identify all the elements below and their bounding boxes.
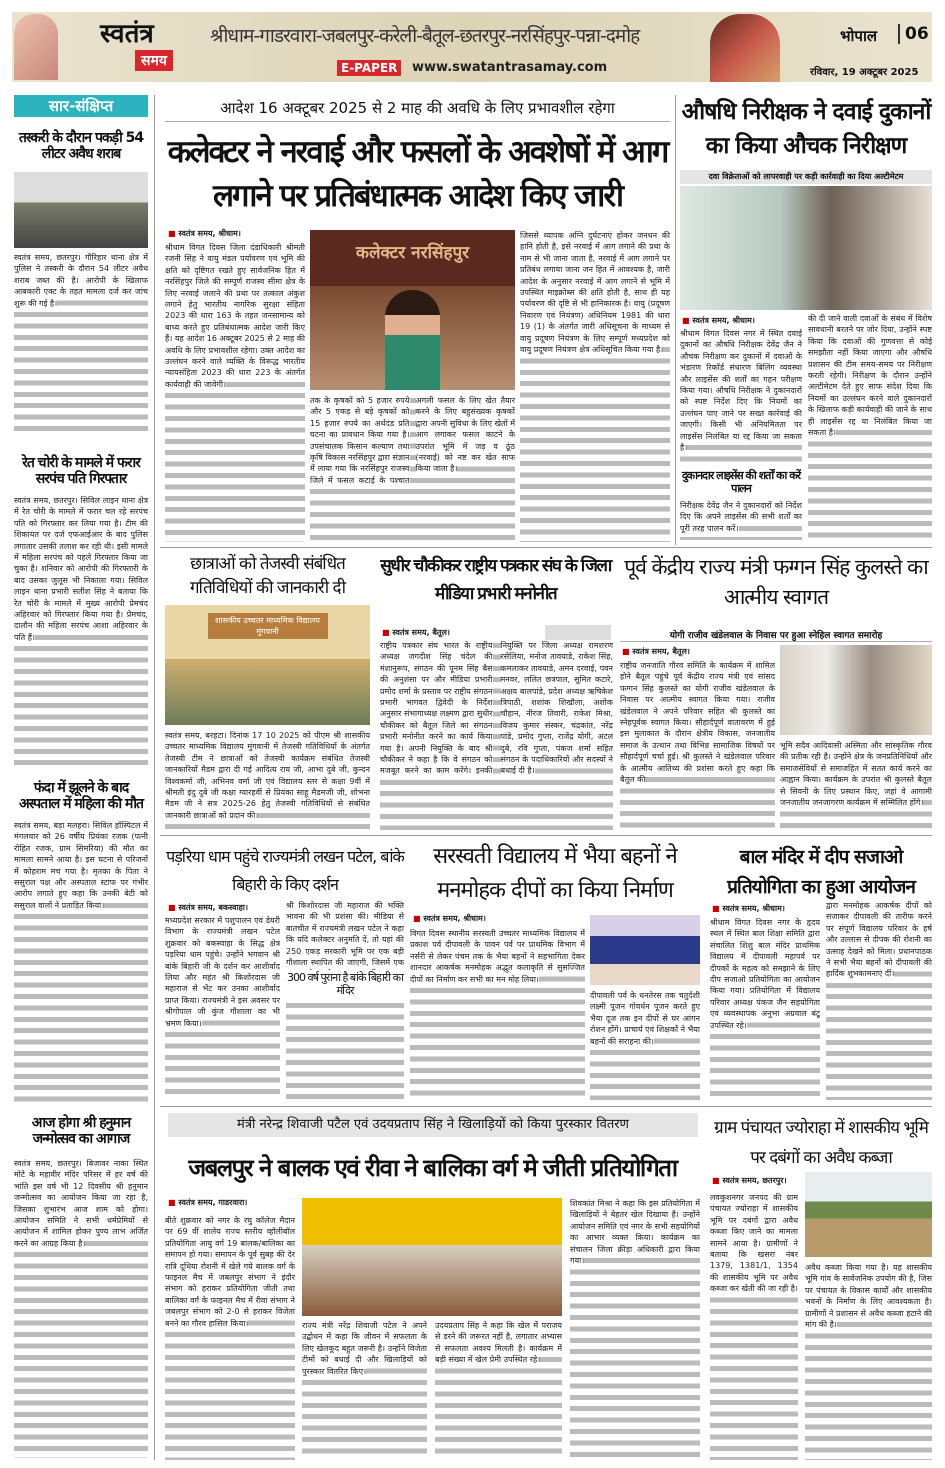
collector-figure [385,290,440,390]
row-divider [160,547,932,548]
sidebar-body: स्वतंत्र समय, छतरपुर। सिविल लाइन थाना क्षेत्र में रेत चोरी के मामले में फरार चल रहे सरपंच पति को गिरफ्तार कर लिया गया है। टीम की शिकायत पर दर्ज एफआईआर के बाद पुलिस लगातार उसकी तलाश कर रही थी। इसी मामले में महिला सरपंच को पहले गिरफ्तार किया जा चुका है। शनिवार को आरोपी की गिरफ्तारी के बाद उसका जुलूस भी निकाला गया। सिविल लाइन थाना प्रभारी सतीश सिंह ने बताया कि रेत चोरी के मामले में मुख्य आरोपी प्रेमचंद अहिरवार को गिरफ्तार किया गया है। प्रेमचंद, दालौन की महिला सरपंच आशा अहिरवार के पति हैं। [14,496,148,642]
photo-nameplate: कलेक्टर नरसिंहपुर [355,243,470,263]
lead-body: जिससे व्यापक अग्नि दुर्घटनाएं होकर जनधन की हानि होती है, इसे नरवाई में आग लगाने की प्रथा के नाम से भी जाना जाता है, नरवाई में आग लगाने पर प्रतिबंध लगाया जाना जन हित में आवश्यक है, जारी आदेश के अनुसार नरवाई में आग लगाने से भूमि में उपस्थित माइक्रोब्स की क्षति होती है, साथ ही यह पर्यावरण की दृष्टि से भी हानिकारक है। वायु (प्रदूषण निवारण एवं नियंत्रण) अधिनियम 1981 की धारा 19 (1) के अंतर्गत जारी अधिसूचना के माध्यम से वायु प्रदूषण नियंत्रण के लिए सम्पूर्ण मध्यप्रदेश को वायु प्रदूषण नियंत्रण क्षेत्र अधिसूचित किया गया है। [520,231,670,355]
drug-body: की दी जाने वाली दवाओं के संबंध में विशेष सावधानी बरतने पर जोर दिया, उन्होंने स्पष्ट किया कि दवाओं की गुणवत्ता से कोई समझौता नहीं किया जाएगा और औषधि प्रशासन की टीम समय-समय पर निरीक्षण करती रहेगी। निरीक्षण के दौरान उन्होंने अल्टीमेटम देते हुए साफ संदेश दिया कि नियमों का उल्लंघन करने वाले दुकानदारों के खिलाफ कड़ी कार्यवाही की जाने के साथ ही लाइसेंस रद्द या निलंबित किया जा सकता है। [808,314,932,438]
jabalpur-headline: जबलपुर ने बालक एवं रीवा ने बालिका वर्ग मे जीती प्रतियोगिता [188,1154,677,1182]
edition-city: भोपाल [840,27,878,45]
minister-headline: पूर्व केंद्रीय राज्य मंत्री फग्गन सिंह कुलस्ते का आत्मीय स्वागत [624,555,928,609]
journalist-body: राष्ट्रीय पत्रकार संघ भारत के राष्ट्रीय अध्यक्ष जगदीश सिंह चंदेल की मंशानुरूप, संगठन की पूनम सिंह बैस की अनुशंसा पर और मीडिया प्रभारी प्रमोद शर्मा के प्रस्ताव पर राष्ट्रीय संगठन प्रभारी भागवत द्विवेदी के निर्देश अनुसार संभागाध्यक्ष लक्ष्मण द्वारा सुधीर चौकीकर को बैतूल जिले का संगठन प्रभारी मनोनीत करने का कार्य किया गया है। अपनी नियुक्ति के बाद श्री चौकीकर ने कहा है कि वे संगठन को मजबूत करने का काम करेंगे। इनकी नियुक्ति पर जिला अध्यक्ष रामशरण रसेलिया, मनोज तावयाडे, राकेश सिंह, कमलाकर तावयाडे, अमन दरवाई, पवन मनवर, ललित छत्रपाल, सुमित कटारे, अक्षय बालपांडे, प्रदेश अध्यक्ष ऋषिकेश त्रिपाठी, शशांक शिखौला, अशोक चौहान, नीरज तिवारी, राकेश मिश्रा, विजय कुमार संस्कर, चंद्रकांत, नरेंद्र पांडे, प्रमोद गुप्ता, राजेंद्र योगी, अटल दुबे, रवि गुप्ता, पंकज शर्मा सहित संगठन के पदाधिकारियों और सदस्यों ने बधाई दी है। [380,641,613,776]
land-headline: ग्राम पंचायत ज्योराहा में शासकीय भूमि पर दबंगों का अवैध कब्जा [714,1118,928,1168]
sidebar-body: स्वतंत्र समय, छतरपुर। गौरिहार थाना क्षेत्र में पुलिस ने तस्करी के दौरान 54 लीटर अवैध शराब जब्त की है। आरोपी के खिलाफ आबकारी एक्ट के तहत मामला दर्ज कर जांच शुरू की गई है। [14,253,148,308]
dateline: ■ स्वतंत्र समय, श्रीधाम। [413,913,486,924]
drug-headline: औषधि निरीक्षक ने दवाई दुकानों का किया औचक निरीक्षण [681,99,931,159]
masthead-illustration-left [14,14,58,80]
students-body: स्वतंत्र समय, बरहटा। दिनांक 17 10 2025 को पीएम श्री शासकीय उच्चतर माध्यमिक विद्यालय मुंगवानी में तेजस्वी गतिविधियों के अंतर्गत तेजस्वी टीम ने छात्राओं को तेजस्वी कार्यक्रम संबंधित तेजस्वी जानकारियों मैडम द्वारा दी गई आदित्य राय जी, आभा दुबे जी, कुन्दन विश्वकर्मा जी, अभिनव वर्मा जी एवं विद्यालय स्तर से कक्षा 9वीं में श्रीमती इंदु दुबे जी कक्षा ग्यारहवीं से प्रियंका साहू मैडमजी जी, शोभना मैडम जी ने सत्र 2025-26 हेतु तेजस्वी गतिविधियों से संबंधित जानकारी छात्राओं को प्रदान की। [165,731,370,820]
sidebar-headline: रेत चोरी के मामले में फरार सरपंच पति गिरफ्तार [22,455,140,488]
drug-body: निरीक्षक देवेंद्र जैन ने दुकानदारों को निर्देश दिए कि अपने लाइसेंस की सभी शर्तों का पूरी तरह पालन करें। [680,501,802,533]
minister-body: भूमि सदैव आदिवासी अस्मिता और सांस्कृतिक गौरव की प्रतीक रही है। उन्होंने क्षेत्र के जनप्रतिनिधियों और समाजसेवियों से समाजहित में सतत कार्य करने का आह्वान किया। कार्यक्रम के उपरांत श्री कुलस्ते बैतूल से सिवनी के लिए प्रस्थान किए, जहां वे आगामी जनजातीय जनजागरण कार्यक्रम में सम्मिलित होंगे। [780,741,932,808]
lead-body: तक के कृषकों को 5 हजार रुपये और 5 एकड़ से बड़े कृषकों को 15 हजार रुपये का अर्थदंड प्रति घटना का प्रावधान किया गया है। उपसंचालक किसान कल्याण तथा कृषि विकास नरसिंहपुर द्वारा संज्ञान में लाया गया कि नरसिंहपुर राजस्व जिले में फसल कटाई के पश्चात अगली फसल के लिए खेत तैयार करने के लिए बहुसंख्यक कृषकों द्वारा अपनी सुविधा के लिए खेतों में आग लगाकर फसल काटने के उपरांत भूमि में जड़ व ठूंठ (नरवाई) को नष्ट कर खेत साफ किया जाता है। [310,396,515,485]
row-divider [160,835,932,836]
jabalpur-body: बीते शुक्रवार को नगर के रघु कॉलेज मैदान पर 69 वीं शालेय राज्य स्तरीय व्हॉलीबॉल प्रतियोगिता आयु वर्ग 19 बालक/बालिका का समापन हो गया। समापन के पूर्व सुबह की देर रात्रि दूधिया रोशनी में खेले गये बालक वर्ग के फाइनल मैच में जबलपुर संभाग ने इंदौर संभाग को हराकर प्रतियोगिता जीती तथा बालिका वर्ग के फाइनल मैच में रीवा संभाग ने जबलपुर संभाग को 2-0 से हराकर विजेता बनने का गौरव हासिल किया। [165,1216,295,1328]
dateline: ■ स्वतंत्र समय, बकस्वाहा। [168,902,248,913]
lead-body: श्रीधाम विगत दिवस जिला दंडाधिकारी श्रीमती रजनी सिंह ने वायु मंडल पर्यावरण एवं भूमि की क्षति को दृष्टिगत रखते हुए सार्वजनिक हित में नरसिंहपुर जिले की सम्पूर्ण राजस्व सीमा क्षेत्र के लिए नरवाई जलाने की प्रथा पर तत्काल अंकुश लगाने हेतु भारतीय नागरिक सुरक्षा संहिता 2023 की धारा 163 के तहत जनसामान्य को बाध्य करते हुए प्रतिबंधात्मक आदेश जारी किए हैं। यह आदेश 16 अक्टूबर 2025 से 2 माह की अवधि के लिए प्रभावशील रहेगा। उक्त आदेश का उल्लंघन करने वाले व्यक्ति के विरूद्ध भारतीय न्यायसंहिता 2023 की धारा 223 के अंतर्गत कार्यवाही की जावेगी। [165,243,305,389]
dateline: ■ स्वतंत्र समय, गाडरवारा। [168,1197,247,1208]
jabalpur-kicker: मंत्री नरेन्द्र शिवाजी पटैल एवं उदयप्रताप सिंह ने खिलाड़ियों को किया पुरस्कार वितरण [168,1113,698,1137]
dateline: ■ स्वतंत्र समय, बैतूल। [622,646,690,657]
balmandir-headline: बाल मंदिर में दीप सजाओ प्रतियोगिता का हुआ आयोजन [727,846,915,898]
journalist-headline: सुधीर चौकीकर राष्ट्रीय पत्रकार संघ के जिला मीडिया प्रभारी मनोनीत [380,556,611,604]
sidebar-headline: तस्करी के दौरान पकड़ी 54 लीटर अवैध शराब [18,130,144,163]
school-sign: शासकीय उच्चतर माध्यमिक विद्यालय मुंगवानी [208,613,328,639]
saraswati-body: दीपावली पर्व के धनतेरस तक चतुर्दशी लक्ष्मी पूजन गोवर्धन पूजन करते हुए भैया दूज तक इन दीपों से घर आंगन रोशन होंगे। प्राचार्य एवं शिक्षकों ने भैया बहनों की सराहना की। [590,991,700,1046]
dateline: ■ स्वतंत्र समय, श्रीधाम। [682,315,755,326]
welcome-photo [780,645,932,735]
column-divider [154,95,155,1460]
saraswati-body: विगत दिवस स्थानीय सरस्वती उच्चतर माध्यमिक विद्यालय में प्रकाश पर्व दीपावली के पावन पर्व पर प्राथमिक विभाग में नर्सरी से लेकर पंचम तक के भैया बहनों ने सहभागिता देकर शानदार आकर्षक मनमोहक अद्भुत कलाकृति से सुसज्जित दीपों का निर्माण कर सभी का मन मोह लिया। [410,929,585,984]
inspection-photo [680,186,932,310]
lead-kicker: आदेश 16 अक्टूबर 2025 से 2 माह की अवधि के लिए प्रभावशील रहेगा [165,98,670,122]
logo-bottom: समय [135,50,173,71]
edition-cities: श्रीधाम-गाडरवारा-जबलपुर-करेली-बैतूल-छतरपुर-नरसिंहपुर-पन्ना-दमोह [210,25,640,47]
land-body: अवैध कब्जा किया गया है। यह शासकीय भूमि गांव के सार्वजनिक उपयोग की है, जिस पर पंचायत के विकास कार्यों और शासकीय भवनों के निर्माण के लिए आवश्यकता है। ग्रामीणों ने प्रशासन से अवैध कब्जा हटाने की मांग की है। [805,1263,932,1330]
issue-date: रविवार, 19 अक्टूबर 2025 [810,67,919,78]
logo-top: स्वतंत्र [100,19,154,49]
news-photo [14,172,148,248]
collector-photo [310,230,515,390]
students-headline: छात्राओं को तेजस्वी संबंधित गतिविधियों की जानकारी दी [189,554,345,598]
padariya-subhead: 300 वर्ष पुराना है बांके बिहारी का मंदिर [287,971,403,997]
sidebar-headline: फंदा में झूलने के बाद अस्पताल में महिला की मौत [19,780,143,813]
students-diya-photo [590,915,700,985]
drug-subhead: दुकानदार लाइसेंस की शर्तों का करें पालन [681,469,801,495]
text-block [286,1000,404,1100]
minister-subheadline: योगी राजीव खंडेलवाल के निवास पर हुआ स्नेहिल स्वागत समारोह [620,628,932,642]
dateline: ■ स्वतंत्र समय, श्रीधाम। [168,228,241,239]
epaper-badge: E-PAPER [337,60,401,76]
dateline: ■ स्वतंत्र समय, बैतूल। [382,627,450,638]
balmandir-body: द्वारा मनमोहक आकर्षक दीपों को सजाकर दीपावली की तारीफ करने पर संपूर्ण विद्यालय परिवार के हर्ष और उल्लास से दीपक की रोशनी का उत्साह देखने को मिला। प्रधानपाठक ने सभी भैया बहनों को दीपावली की हार्दिक शुभकामनाएं दीं। [826,901,932,979]
prize-distribution-photo [302,1198,562,1316]
balmandir-body: श्रीधाम विगत दिवस नगर के हृदय स्थल में स्थित बाल शिक्षा समिति द्वारा संचालित शिशु बाल मंदिर प्राथमिक विद्यालय में दीपावली महापर्व पर दीपकों के महत्व को समझाने के लिए दीप सजाओ प्रतियोगिता का आयोजन किया गया। प्रतियोगिता में विद्यालय परिवार अध्यक्ष पंकज जैन सहयोगिता एवं व्यवस्थापक अनुभा अग्रवाल बंटू उपस्थित रहे। [710,918,820,1030]
drug-subheadline: दवा विक्रेताओं को लापरवाही पर कड़ी कार्रवाही का दिया अल्टीमेटम [680,170,932,184]
page-number: 06 [898,24,929,44]
sidebar-title: सार-संक्षिप्त [14,95,148,117]
padariya-headline: पड़रिया धाम पहुंचे राज्यमंत्री लखन पटेल, बांके बिहारी के किए दर्शन [166,847,404,894]
dateline: ■ स्वतंत्र समय, छतरपुर। [712,1175,787,1186]
sidebar-headline: आज होगा श्री हनुमान जन्मोत्सव का आगाज [31,1115,131,1148]
saraswati-headline: सरस्वती विद्यालय में भैया बहनों ने मनमोहक दीपों का किया निर्माण [433,844,677,903]
column-divider [675,95,676,545]
land-photo [805,1172,932,1257]
dateline: ■ स्वतंत्र समय, श्रीधाम। [712,903,785,914]
minister-body: राष्ट्रीय जनजाति गौरव समिति के कार्यक्रम में शामिल होने बैतूल पहुंचे पूर्व केंद्रीय राज्य मंत्री एवं सांसद फग्गन सिंह कुलस्ते का योगी राजीव खंडेलवाल के निवास पर आत्मीय स्वागत किया गया। राजीव खंडेलवाल ने अपने परिवार सहित श्री कुलस्ते का स्नेहपूर्वक स्वागत किया। सौहार्दपूर्ण वातावरण में हुई इस मुलाकात के दौरान क्षेत्रीय विकास, जनजातीय समाज के उत्थान तथा विभिन्न सामाजिक विषयों पर सौहार्दपूर्ण चर्चा हुई। श्री कुलस्ते ने खंडेलवाल परिवार के आत्मीय आतिथ्य की प्रशंसा करते हुए कहा कि बैतूल की [620,661,775,785]
school-photo [165,605,370,725]
jabalpur-body: शिवकांत मिश्रा ने कहा कि इस प्रतियोगिता में खिलाड़ियों ने बेहतर खेल दिखाया है। उन्होंने आयोजन समिति एवं नगर के सभी सहयोगियों का आभार व्यक्त किया। कार्यक्रम का संचालन जिला क्रीड़ा अधिकारी द्वारा किया गया। [570,1199,700,1266]
masthead-illustration-right [710,14,780,82]
lead-headline: कलेक्टर ने नरवाई और फसलों के अवशेषों में आग लगाने पर प्रतिबंधात्मक आदेश किए जारी [167,134,668,214]
padariya-body: श्री किशोरदास जी महाराज की भक्ति भावना की भी प्रशंसा की। मीडिया से बातचीत में राज्यमंत्री लखन पटेल ने कहा कि यदि कलेक्टर अनुमति दें, तो यहां की 250 एकड़ सरकारी भूमि पर एक बड़ी गौशाला स्थापित की जाएगी, जिसमें एक [286,901,404,970]
padariya-body: मध्यप्रदेश सरकार में पशुपालन एवं डेयरी विभाग के राज्यमंत्री लखन पटेल शुक्रवार को बकस्वाहा के सिद्ध क्षेत्र पड़रिया धाम पहुंचे। उन्होंने भगवान श्री बांके बिहारी जी के दर्शन कर आशीर्वाद लिया और महंत श्री किशोरदास जी महाराज से भेंट कर उनका आशीर्वाद प्राप्त किया। राज्यमंत्री ने इस अवसर पर श्रीगोपाल जी कुंज गौशाला का भी भ्रमण किया। [165,916,280,1028]
website-link[interactable]: www.swatantrasamay.com [412,60,608,75]
sidebar-body: स्वतंत्र समय, बड़ा मलहरा। सिविल हॉस्पिटल में मंगलवार को 26 वर्षीय प्रियंका रजक (पत्नी रोहित रजक, ग्राम सिमरिया) की मौत का मामला सामने आया है। इस घटना से परिजनों में कोहराम मच गया है। मृतका के पिता ने ससुराल पक्ष और अस्पताल स्टाफ पर गंभीर आरोप लगाते हुए कहा कि उनकी बेटी को ससुराल वालों ने प्रताड़ित किया। [14,821,148,910]
jabalpur-body: राज्य मंत्री नरेंद्र शिवाजी पटेल ने अपने उद्बोधन में कहा कि जीवन में सफलता के लिए खेलकूद बहुत जरूरी है। उन्होंने विजेता टीमों को बधाई दी और खिलाड़ियों को पुरस्कार वितरित किए। [302,1321,427,1376]
land-body: लवकुशनगर जनपद की ग्राम पंचायत ज्योराहा में शासकीय भूमि पर दबंगों द्वारा अवैध कब्जा किए जाने का मामला सामने आया है। ग्रामीणों ने बताया कि खसरा नंबर 1379, 1381/1, 1354 की शासकीय भूमि पर अवैध कब्जा कर खेती की जा रही है। [710,1193,798,1294]
drug-body: श्रीधाम विगत दिवस नगर में स्थित दवाई दुकानों का औषधि निरीक्षक देवेंद्र जैन ने औचक निरीक्षण कर दुकानों में दवाओं के भंडारण रिकॉर्ड संधारण बिलिंग व्यवस्था और लाइसेंस की शर्तों का गहन परीक्षण किया गया। औषधि निरीक्षक ने दुकानदारों को स्पष्ट निर्देश दिए कि नियमों का उल्लंघन पाए जाने पर सख्त कार्रवाई की जाएगी। किसी भी अनियमितता पर लाइसेंस निलंबित या रद्द किया जा सकता है। [680,329,802,453]
sidebar-body: स्वतंत्र समय, छतरपुर। बिजावर नाका स्थित मोटे के महावीर मंदिर परिसर में हर वर्ष की भांति इस वर्ष भी 12 दिवसीय श्री हनुमान जन्मोत्सव का आयोजन किया जा रहा है, जिसका शुभारंभ आज शाम को होगा। आयोजन समिति ने सभी धर्मप्रेमियों से आयोजन में शामिल होकर पुण्य लाभ अर्जित करने का आग्रह किया है। [14,1159,148,1248]
row-divider [160,1106,932,1107]
jabalpur-body: उदयप्रताप सिंह ने कहा कि खेल में पराजय से डरने की जरूरत नहीं है, लगातार अभ्यास से सफलता अवश्य मिलती है। कार्यक्रम में बड़ी संख्या में खेल प्रेमी उपस्थित रहे। [435,1321,562,1365]
